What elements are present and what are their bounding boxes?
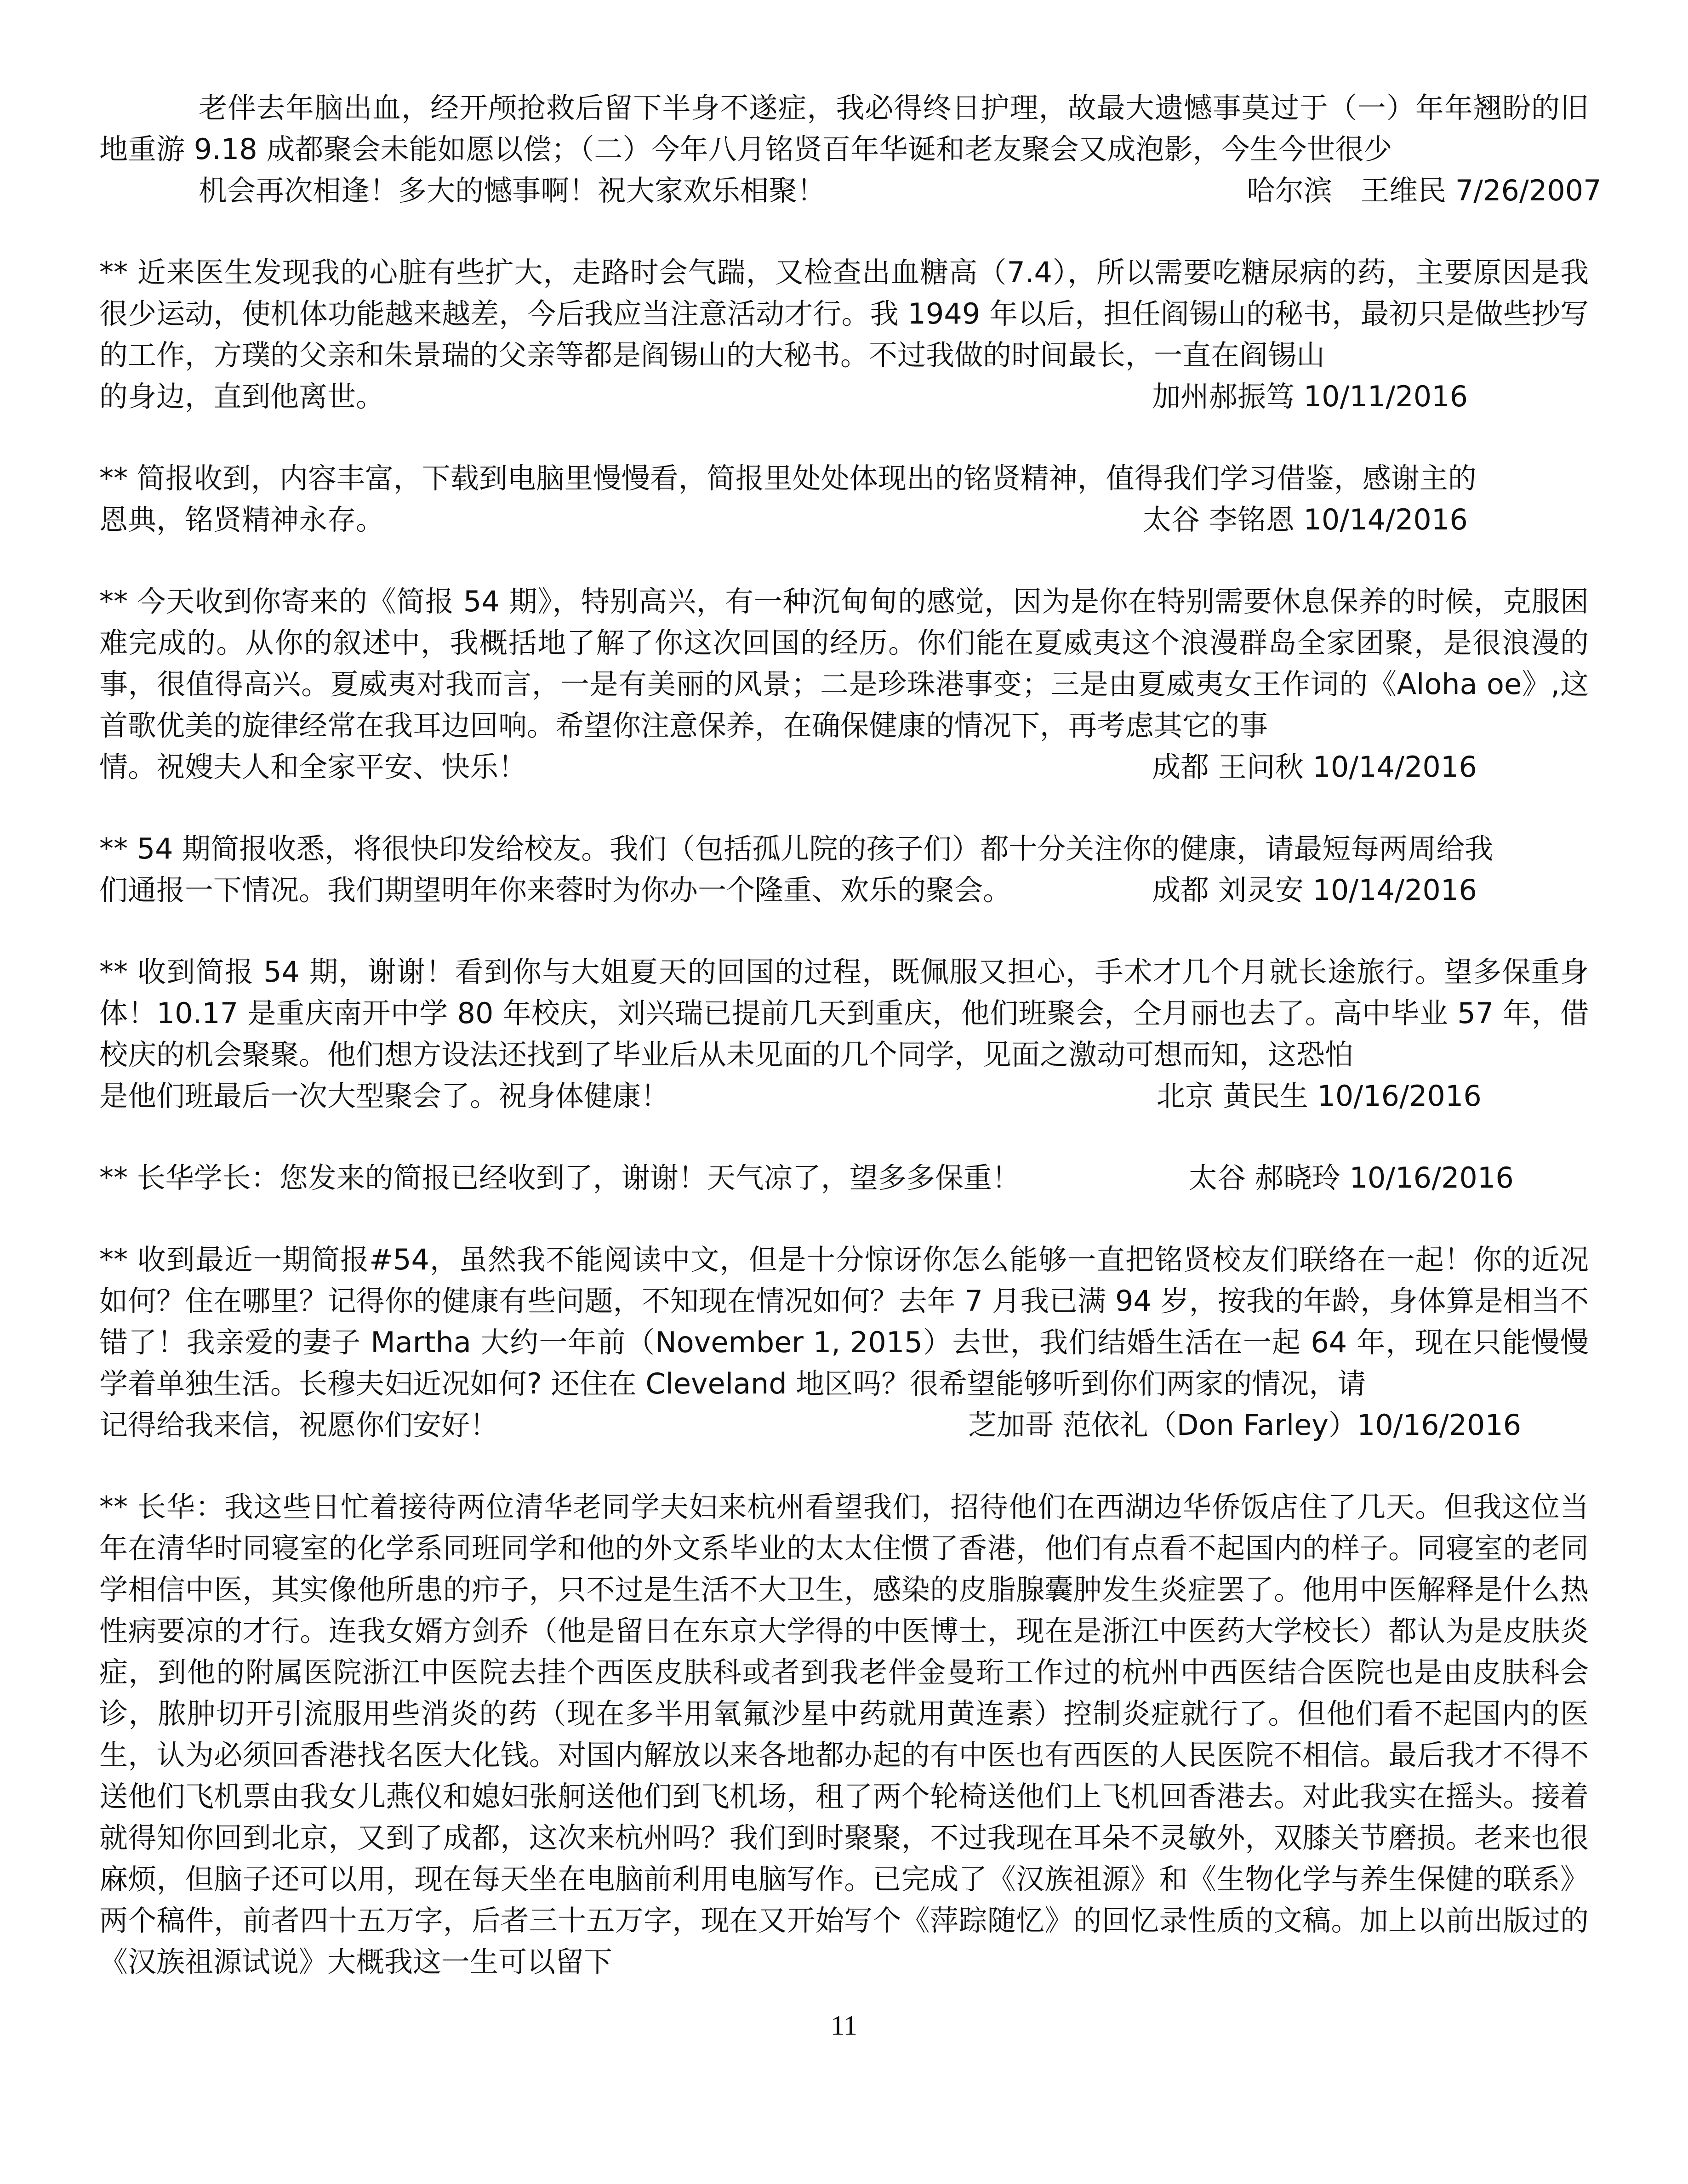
entry-last-line	[99, 746, 1589, 788]
entry-signature: 太谷 郝晓玲 10/16/2016	[1189, 1161, 1514, 1194]
entry-body: ** 简报收到，内容丰富，下载到电脑里慢慢看，简报里处处体现出的铭贤精神，值得我们学习借鉴，感谢主的	[99, 461, 1477, 495]
entry-tail: 的身边，直到他离世。	[99, 380, 385, 413]
entry-signature: 成都 刘灵安 10/14/2016	[1152, 873, 1477, 907]
entry-body: ** 今天收到你寄来的《简报 54 期》，特别高兴，有一种沉甸甸的感觉，因为是你在特别需要休息保养的时候，克服困难完成的。从你的叙述中，我概括地了解了你这次回国的经历。你们能在夏威夷这个浪漫群岛全家团聚，是很浪漫的事，很值得高兴。夏威夷对我而言，一是有美丽的风景；二是珍珠港事变；三是由夏威夷女王作词的《Aloha oe》,这首歌优美的旋律经常在我耳边回响。希望你注意保养，在确保健康的情况下，再考虑其它的事	[99, 585, 1589, 742]
letter-entry	[99, 1486, 1589, 1983]
entry-body: 老伴去年脑出血，经开颅抢救后留下半身不遂症，我必得终日护理，故最大遗憾事莫过于（一）年年翘盼的旧地重游 9.18 成都聚会未能如愿以偿；（二）今年八月铭贤百年华诞和老友聚会又成泡影，今生今世很少	[99, 91, 1589, 166]
entry-tail: 是他们班最后一次大型聚会了。祝身体健康！	[99, 1079, 670, 1113]
document-page	[99, 87, 1602, 2023]
entry-last-line	[99, 499, 1589, 540]
entry-last-line	[99, 1405, 1589, 1446]
entry-signature: 芝加哥 范依礼（Don Farley）10/16/2016	[968, 1408, 1522, 1442]
entry-last-line	[99, 1075, 1589, 1117]
entry-last-line	[99, 376, 1589, 417]
letter-entry	[99, 951, 1589, 1117]
entry-tail: 情。祝嫂夫人和全家平安、快乐！	[99, 750, 527, 784]
entry-signature: 成都 王问秋 10/14/2016	[1152, 750, 1477, 784]
entry-tail: 恩典，铭贤精神永存。	[99, 503, 385, 536]
entry-signature: 加州郝振笃 10/11/2016	[1152, 380, 1468, 413]
letter-entry	[99, 828, 1589, 911]
entry-signature: 北京 黄民生 10/16/2016	[1157, 1079, 1482, 1113]
entry-tail: 记得给我来信，祝愿你们安好！	[99, 1408, 499, 1442]
letter-entry	[99, 252, 1589, 417]
entry-signature: 哈尔滨 王维民 7/26/2007	[1247, 174, 1602, 207]
entry-body: ** 54 期简报收悉，将很快印发给校友。我们（包括孤儿院的孩子们）都十分关注你的健康，请最短每两周给我	[99, 832, 1494, 865]
entry-tail: 机会再次相逢！多大的憾事啊！祝大家欢乐相聚！	[199, 174, 826, 207]
entry-tail: 们通报一下情况。我们期望明年你来蓉时为你办一个隆重、欢乐的聚会。	[99, 873, 1012, 907]
letter-entry	[99, 87, 1602, 211]
entry-body: ** 收到简报 54 期，谢谢！看到你与大姐夏天的回国的过程，既佩服又担心，手术才几个月就长途旅行。望多保重身体！10.17 是重庆南开中学 80 年校庆，刘兴瑞已提前几天到重庆，他们班聚会，仝月丽也去了。高中毕业 57 年，借校庆的机会聚聚。他们想方设法还找到了毕业后从未见面的几个同学，见面之激动可想而知，这恐怕	[99, 955, 1589, 1071]
page-number: 11	[831, 2010, 857, 2041]
entry-body: ** 长华：我这些日忙着接待两位清华老同学夫妇来杭州看望我们，招待他们在西湖边华侨饭店住了几天。但我这位当年在清华时同寝室的化学系同班同学和他的外文系毕业的太太住惯了香港，他们有点看不起国内的样子。同寝室的老同学相信中医，其实像他所患的疖子，只不过是生活不大卫生，感染的皮脂腺囊肿发生炎症罢了。他用中医解释是什么热性病要凉的才行。连我女婿方剑乔（他是留日在东京大学得的中医博士，现在是浙江中医药大学校长）都认为是皮肤炎症，到他的附属医院浙江中医院去挂个西医皮肤科或者到我老伴金曼珩工作过的杭州中西医结合医院也是由皮肤科会诊，脓肿切开引流服用些消炎的药（现在多半用氧氟沙星中药就用黄连素）控制炎症就行了。但他们看不起国内的医生，认为必须回香港找名医大化钱。对国内解放以来各地都办起的有中医也有西医的人民医院不相信。最后我才不得不送他们飞机票由我女儿燕仪和媳妇张舸送他们到飞机场，租了两个轮椅送他们上飞机回香港去。对此我实在摇头。接着就得知你回到北京，又到了成都，这次来杭州吗？我们到时聚聚，不过我现在耳朵不灵敏外，双膝关节磨损。老来也很麻烦，但脑子还可以用，现在每天坐在电脑前利用电脑写作。已完成了《汉族祖源》和《生物化学与养生保健的联系》两个稿件，前者四十五万字，后者三十五万字，现在又开始写个《萍踪随忆》的回忆录性质的文稿。加上以前出版过的《汉族祖源试说》大概我这一生可以留下	[99, 1490, 1589, 1979]
entry-body: ** 近来医生发现我的心脏有些扩大，走路时会气踹，又检查出血糖高（7.4），所以需要吃糖尿病的药，主要原因是我很少运动，使机体功能越来越差，今后我应当注意活动才行。我 1949 年以后，担任阎锡山的秘书，最初只是做些抄写的工作，方璞的父亲和朱景瑞的父亲等都是阎锡山的大秘书。不过我做的时间最长，一直在阎锡山	[99, 256, 1589, 372]
entry-last-line	[99, 170, 1602, 211]
letter-entry	[99, 1157, 1589, 1199]
entry-signature: 太谷 李铭恩 10/14/2016	[1143, 503, 1468, 536]
entry-last-line	[99, 1157, 1589, 1199]
letter-entry	[99, 458, 1589, 540]
letter-entry	[99, 581, 1589, 788]
entry-tail: ** 长华学长：您发来的简报已经收到了，谢谢！天气凉了，望多多保重！	[99, 1161, 1021, 1194]
entry-body: ** 收到最近一期简报#54，虽然我不能阅读中文，但是十分惊讶你怎么能够一直把铭贤校友们联络在一起！你的近况如何？住在哪里？记得你的健康有些问题，不知现在情况如何？去年 7 月我已满 94 岁，按我的年龄，身体算是相当不错了！我亲爱的妻子 Martha 大约一年前（November 1, 2015）去世，我们结婚生活在一起 64 年，现在只能慢慢学着单独生活。长穆夫妇近况如何? 还住在 Cleveland 地区吗？很希望能够听到你们两家的情况，请	[99, 1243, 1589, 1400]
letter-entry	[99, 1239, 1589, 1446]
entry-last-line	[99, 870, 1589, 911]
